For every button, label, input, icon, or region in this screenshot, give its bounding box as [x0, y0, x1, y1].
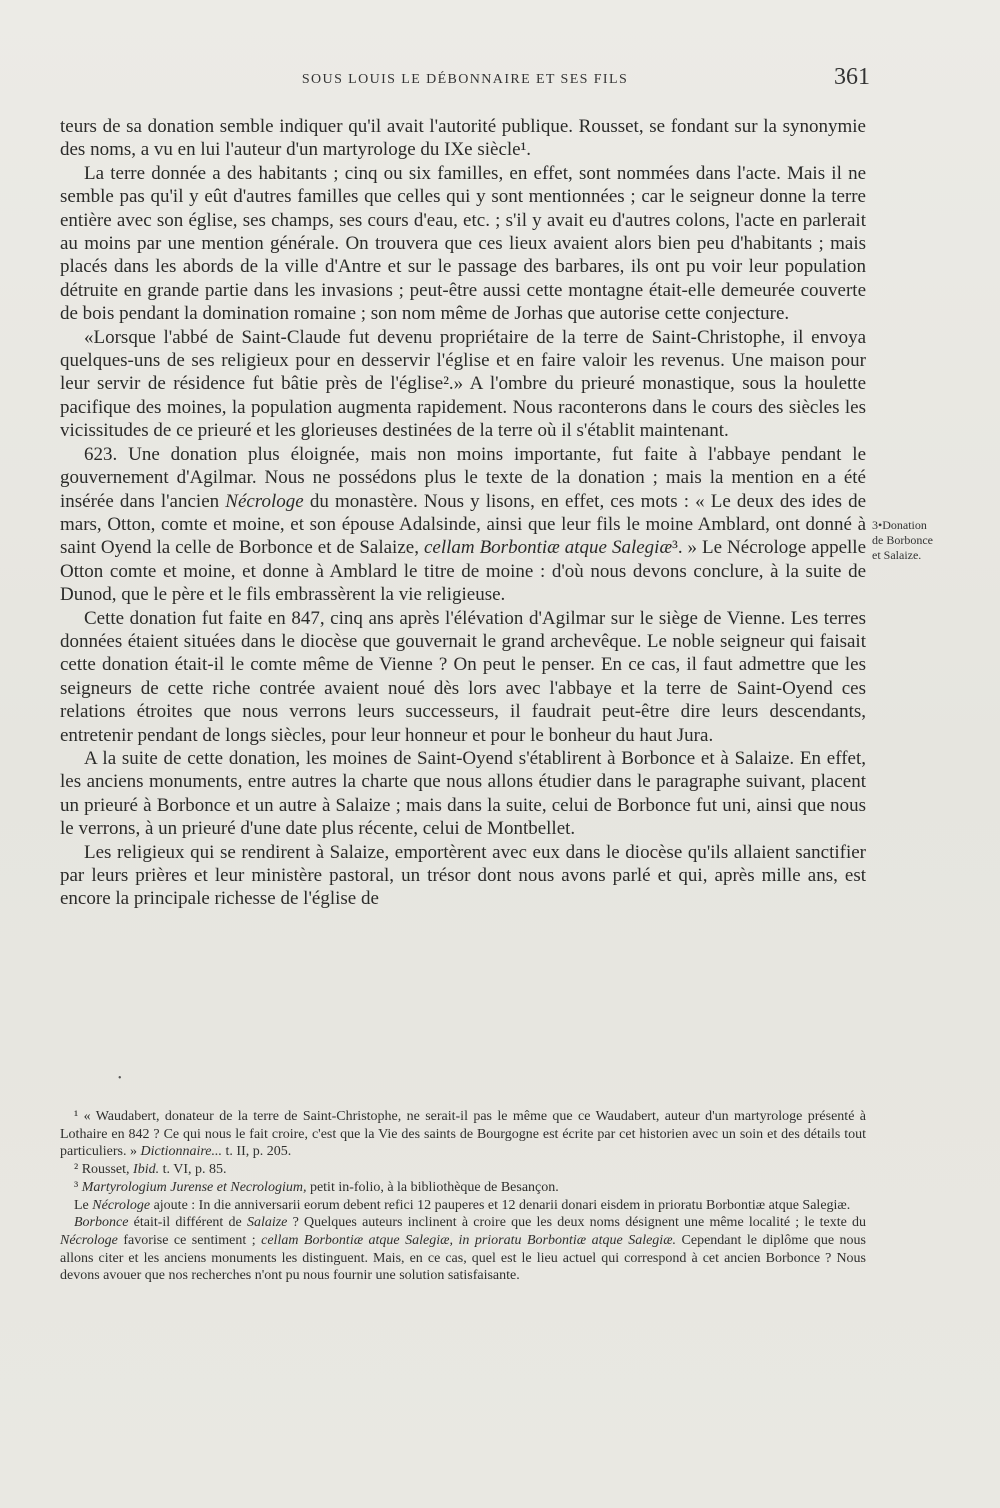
italic-term: Dictionnaire...: [140, 1144, 223, 1160]
margin-note-line: 3•Donation: [872, 518, 927, 532]
paragraph: «Lorsque l'abbé de Saint-Claude fut devenu propriétaire de la terre de Saint-Christophe, il envoya quelques-uns de ses religieux pour en desservir l'église et en faire valoir les revenus. Une maison pour leur servir de résidence fut bâtie près de l'église².» A l'ombre du prieuré monastique, sous la houlette pacifique des moines, la population augmenta rapidement. Nous raconterons dans le cours des siècles les vicissitudes de ce prieuré et les glorieuses destinées de la terre où il s'établit maintenant.: [60, 326, 866, 442]
text-run: 623. Une donation plus éloignée, mais non moins importante, fut faite à l'abbaye pendant le gouvernement d'Agilmar. Nous ne possédons plus le texte de la donation ; mais la mention en a été insérée dans l'ancien: [60, 443, 866, 512]
text-run: ajoute : In die anniversarii eorum debent refici 12 pauperes et 12 denarii donari eisdem in prioratu Borbontiæ atque Salegiæ.: [153, 1197, 851, 1213]
text-run: Cependant le diplôme que nous allons citer et les anciens monuments les distinguent. Mais, en ce cas, quel est le lieu actuel qui correspond à cet ancien Borbonce ? Nous devons avouer que nos recherches n'ont pu nous fournir une solution satisfaisante.: [60, 1232, 867, 1284]
text-run: du monastère. Nous y lisons, en effet, ces mots : « Le deux des ides de mars, Otton, comte et moine, et son épouse Adalsinde, ainsi que leur fils le moine Amblard, ont donné à saint Oyend la celle de Borbonce et de Salaize,: [60, 490, 867, 559]
footnote-3-continued: [60, 1197, 866, 1215]
bullet-mark: •: [118, 1073, 122, 1084]
text-run: était-il différent de: [133, 1215, 242, 1231]
page-number: 361: [834, 64, 870, 90]
paragraph: Cette donation fut faite en 847, cinq ans après l'élévation d'Agilmar sur le siège de Vienne. Les terres données étaient situées dans le diocèse que gouvernait le grand archevêque. Le noble seigneur qui faisait cette donation était-il le comte même de Vienne ? On peut le penser. En ce cas, il faut admettre que les seigneurs de cette riche contrée avaient noué dès lors avec l'abbaye et la terre de Saint-Oyend ces relations étroites que nous verrons leurs successeurs, il faudrait peut-être dire leurs descendants, entretenir pendant de longs siècles, pour leur honneur et pour le bonheur du haut Jura.: [60, 607, 866, 746]
latin-quote: cellam Borbontiæ atque Salegiæ: [423, 537, 673, 559]
margin-note-line: et Salaize.: [872, 548, 922, 562]
text-run: Le: [74, 1197, 89, 1213]
paragraph: A la suite de cette donation, les moines de Saint-Oyend s'établirent à Borbonce et à Salaize. En effet, les anciens monuments, entre autres la charte que nous allons étudier dans le paragraphe suivant, placent un prieuré à Borbonce et un autre à Salaize ; mais dans la suite, celui de Borbonce fut uni, ainsi que nous le verrons, à un prieuré d'une date plus récente, celui de Montbellet.: [60, 747, 866, 840]
text-run: ³: [74, 1179, 79, 1195]
text-run: favorise ce sentiment ;: [123, 1232, 256, 1248]
footnote-3: [60, 1179, 866, 1197]
footnote-2: [60, 1161, 866, 1179]
paragraph: [60, 443, 866, 607]
italic-term: Martyrologium Jurense et Necrologium,: [81, 1179, 307, 1195]
text-run: ¹ « Waudabert, donateur de la terre de Saint-Christophe, ne serait-il pas le même que ce Waudabert, auteur d'un martyrologe présenté à Lothaire en 842 ? Ce qui nous le fait croire, c'est que la Vie des saints de Bourgogne est écrite par cet historien avec un soin et des détails tout particuliers. »: [60, 1109, 866, 1160]
footnote-1: [60, 1108, 866, 1161]
paragraph: La terre donnée a des habitants ; cinq ou six familles, en effet, sont nommées dans l'acte. Mais il ne semble pas qu'il y eût d'autres familles que celles qui y sont mentionnées ; car le seigneur donne la terre entière avec son église, ses champs, ses cours d'eau, etc. ; s'il y avait eu d'autres colons, l'acte en parlerait au moins par une mention générale. On trouvera que ces lieux avaient alors bien peu d'habitants ; mais placés dans les abords de la ville d'Antre et sur le passage des barbares, ils ont pu voir leur population détruite en grande partie dans les invasions ; peut-être aussi cette montagne était-elle demeurée couverte de bois pendant la domination romaine ; son nom même de Jorhas que autorise cette conjecture.: [60, 162, 866, 325]
margin-note-line: de Borbonce: [872, 533, 933, 547]
margin-note: [872, 518, 984, 563]
footnotes: [60, 1108, 866, 1285]
italic-term: Borbonce: [74, 1215, 129, 1231]
text-run: petit in-folio, à la bibliothèque de Besançon.: [309, 1179, 559, 1195]
text-run: ³. » Le Nécrologe appelle Otton comte et moine, et donne à Amblard le titre de moine : d'où nous devons conclure, à la suite de Dunod, que le père et le fils embrassèrent la vie religieuse.: [60, 537, 867, 606]
main-text: [60, 115, 866, 911]
running-head: SOUS LOUIS LE DÉBONNAIRE ET SES FILS: [301, 72, 629, 87]
page-header: [60, 64, 870, 94]
italic-term: Nécrologe: [92, 1197, 151, 1213]
paragraph: teurs de sa donation semble indiquer qu'il avait l'autorité publique. Rousset, se fondant sur la synonymie des noms, a vu en lui l'auteur d'un martyrologe du IXe siècle¹.: [60, 116, 866, 161]
footnote-3-discussion: [60, 1214, 866, 1285]
text-run: ² Rousset,: [74, 1162, 130, 1178]
italic-term: Nécrologe: [225, 490, 304, 512]
italic-term: Salaize: [246, 1215, 288, 1231]
latin-quote: cellam Borbontiæ atque Salegiæ, in prioratu Borbontiæ atque Salegiæ.: [261, 1232, 677, 1248]
text-run: ? Quelques auteurs inclinent à croire que les deux noms désignent une même localité ; le texte du: [292, 1215, 867, 1231]
italic-term: Ibid.: [133, 1162, 160, 1178]
italic-term: Nécrologe: [60, 1232, 118, 1248]
text-run: t. VI, p. 85.: [162, 1162, 227, 1178]
text-run: t. II, p. 205.: [225, 1144, 292, 1160]
paragraph: Les religieux qui se rendirent à Salaize, emportèrent avec eux dans le diocèse qu'ils allaient sanctifier par leurs prières et leur ministère pastoral, un trésor dont nous avons parlé et qui, après mille ans, est encore la principale richesse de l'église de: [60, 841, 866, 910]
